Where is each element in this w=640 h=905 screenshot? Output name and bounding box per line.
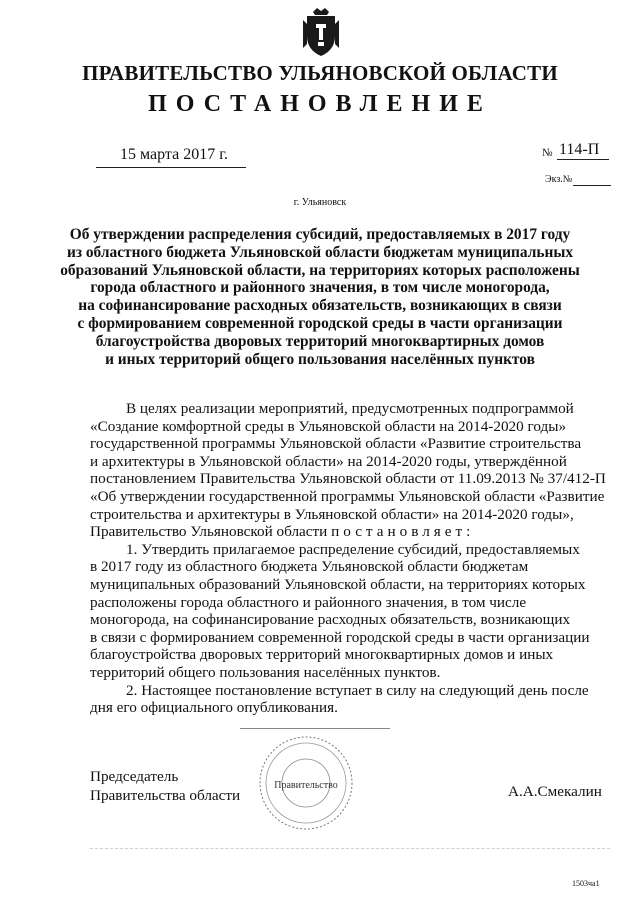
title-line: города областного и районного значения, в том числе моногорода, xyxy=(90,279,550,297)
item-2-paragraph xyxy=(90,682,614,717)
body-line: расположены города областного и районного значения, в том числе xyxy=(90,593,527,611)
signatory-name: А.А.Смекалин xyxy=(508,783,602,800)
body-line: муниципальных образований Ульяновской области, на территориях которых xyxy=(90,575,586,593)
body-line xyxy=(90,523,614,541)
body-line: 1. Утвердить прилагаемое распределение субсидий, предоставляемых xyxy=(126,540,580,558)
title-line: на софинансирование расходных обязательств, возникающих в связи xyxy=(78,297,562,315)
title-line: и иных территорий общего пользования населённых пунктов xyxy=(105,350,535,368)
document-type: ПОСТАНОВЛЕНИЕ xyxy=(148,91,492,117)
copy-number-label: Экз.№ xyxy=(545,174,573,185)
decree-word: постановляет: xyxy=(331,523,475,541)
document-title xyxy=(60,226,580,368)
body-line: В целях реализации мероприятий, предусмотренных подпрограммой xyxy=(126,400,574,417)
body-line: государственной программы Ульяновской области «Развитие строительства xyxy=(90,435,582,453)
body-line: в связи с формированием современной городской среды в части организации xyxy=(90,628,590,646)
body-line: «Об утверждении государственной программы Ульяновской области «Развитие xyxy=(90,487,605,505)
body-line: 2. Настоящее постановление вступает в силу на следующий день после xyxy=(126,681,589,699)
document-body xyxy=(90,400,614,717)
title-line: образований Ульяновской области, на территориях которых расположены xyxy=(60,261,580,279)
signatory-position xyxy=(90,767,240,805)
position-line: Правительства области xyxy=(90,787,241,804)
body-line: в 2017 году из областного бюджета Ульяновской области бюджетам xyxy=(90,558,529,576)
body-line: дня его официального опубликования. xyxy=(90,699,338,717)
number-label: № xyxy=(542,147,553,159)
copy-number-underline xyxy=(573,185,611,186)
body-text: Правительство Ульяновской области xyxy=(90,523,328,541)
document-number: 114-П xyxy=(557,141,609,160)
body-line: благоустройства дворовых территорий многоквартирных домов и иных xyxy=(90,646,554,664)
footer-code: 1503ча1 xyxy=(572,879,600,888)
intro-paragraph xyxy=(90,400,614,541)
date-underline xyxy=(96,167,246,168)
body-line: постановлением Правительства Ульяновской области от 11.09.2013 № 37/412-П xyxy=(90,470,606,488)
body-line: «Создание комфортной среды в Ульяновской области на 2014-2020 годы» xyxy=(90,417,567,435)
coat-of-arms-icon xyxy=(301,6,341,60)
government-name: ПРАВИТЕЛЬСТВО УЛЬЯНОВСКОЙ ОБЛАСТИ xyxy=(82,61,558,85)
bottom-divider xyxy=(90,848,610,849)
item-1-paragraph xyxy=(90,541,614,682)
body-line: территорий общего пользования населённых пунктов. xyxy=(90,663,441,681)
title-line: из областного бюджета Ульяновской области бюджетам муниципальных xyxy=(66,243,574,261)
body-line: строительства и архитектуры в Ульяновской области» на 2014-2020 годы», xyxy=(90,505,574,523)
city: г. Ульяновск xyxy=(293,197,347,208)
body-line: и архитектуры в Ульяновской области» на 2014-2020 годы, утверждённой xyxy=(90,452,567,470)
position-line: Председатель xyxy=(90,768,179,785)
title-line: Об утверждении распределения субсидий, предоставляемых в 2017 году xyxy=(69,226,571,243)
body-line: моногорода, на софинансирование расходных обязательств, возникающих xyxy=(90,611,571,629)
seal-text: Правительство xyxy=(274,780,338,791)
document-date: 15 марта 2017 г. xyxy=(120,146,228,163)
title-line: благоустройства дворовых территорий многоквартирных домов xyxy=(95,332,545,350)
official-seal xyxy=(256,733,356,833)
end-divider xyxy=(240,728,390,729)
title-line: с формированием современной городской среды в части организации xyxy=(77,314,563,332)
